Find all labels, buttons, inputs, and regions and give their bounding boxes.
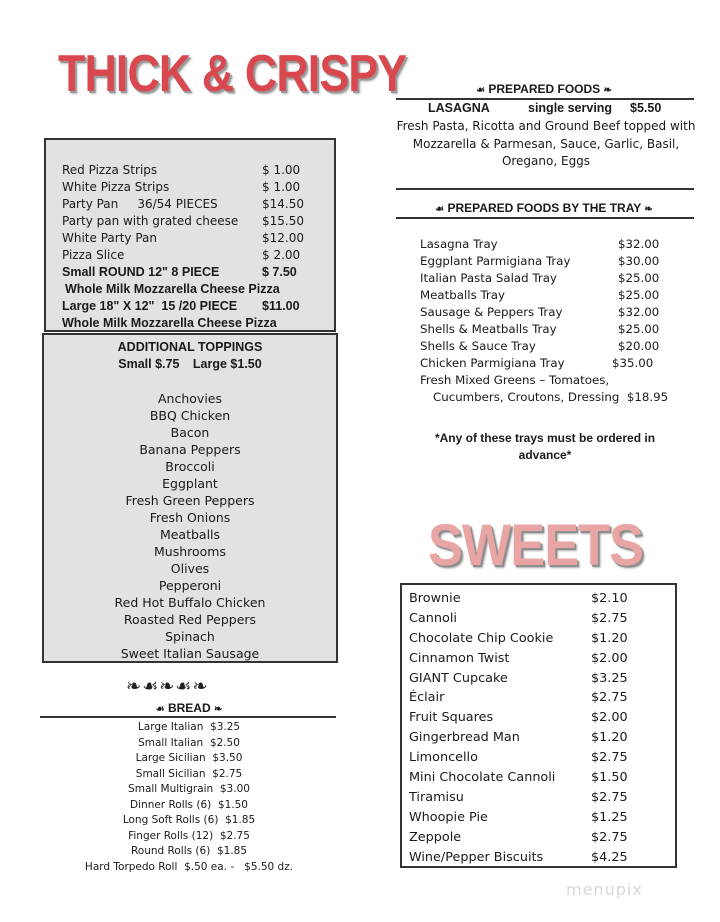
- tray-name: Shells & Sauce Tray: [420, 339, 536, 353]
- pizza-item-name: Red Pizza Strips: [62, 163, 158, 177]
- tray-name: Shells & Meatballs Tray: [420, 322, 557, 336]
- pizza-item-name: Pizza Slice: [62, 248, 125, 262]
- prepared-foods-heading: [396, 82, 692, 96]
- topping-item: Fresh Onions: [149, 510, 231, 525]
- large-name: Large 18" X 12" 15 /20 PIECE: [62, 299, 238, 313]
- sweet-row: [409, 728, 675, 748]
- bread-item: Finger Rolls (12) $2.75: [128, 829, 250, 842]
- sweet-name: Limoncello: [409, 750, 478, 766]
- topping-item: Sweet Italian Sausage: [120, 646, 260, 661]
- sweet-name: Wine/Pepper Biscuits: [409, 849, 544, 865]
- topping-item: Meatballs: [159, 527, 221, 542]
- topping-item: Broccoli: [165, 459, 215, 474]
- pizza-item-price: $12.00: [262, 231, 304, 245]
- sweet-row: [409, 828, 675, 848]
- pizza-row: [62, 179, 334, 196]
- ornament-left-icon: ☙: [476, 85, 486, 96]
- pizza-row: [62, 247, 334, 264]
- pizza-row: [62, 230, 334, 247]
- sweet-price: $2.10: [591, 591, 628, 606]
- tray-price: $35.00: [612, 356, 654, 370]
- tray-row: [420, 304, 690, 321]
- small-round-desc-row: [62, 281, 334, 298]
- topping-item: Anchovies: [158, 391, 222, 406]
- topping-item: BBQ Chicken: [149, 408, 231, 423]
- tray-price: $25.00: [618, 271, 660, 285]
- pizza-row: [62, 213, 334, 230]
- sweet-row: [409, 649, 675, 669]
- sweet-row: [409, 848, 675, 868]
- trays-advance-note: *Any of these trays must be ordered in advance*: [434, 431, 656, 462]
- pizza-item-price: $ 1.00: [262, 180, 301, 194]
- lasagna-price: $5.50: [630, 101, 662, 115]
- tray-row: [420, 236, 690, 253]
- large-price: $11.00: [262, 299, 300, 313]
- toppings-box: [42, 333, 338, 663]
- bread-item: Dinner Rolls (6) $1.50: [130, 798, 248, 811]
- sweet-row: [409, 748, 675, 768]
- ornament-right-icon: ❧: [213, 704, 223, 715]
- sweet-row: [409, 669, 675, 689]
- topping-item: Fresh Green Peppers: [125, 493, 255, 508]
- ornament-left-icon: ☙: [155, 704, 165, 715]
- pizza-item-name: Party pan with grated cheese: [62, 214, 239, 228]
- sweet-name: Gingerbread Man: [409, 730, 520, 746]
- sweet-row: [409, 589, 675, 609]
- sweet-price: $2.00: [591, 650, 628, 666]
- bread-list: [40, 720, 338, 875]
- tray-price: $30.00: [618, 254, 660, 268]
- small-round-row: [62, 264, 334, 281]
- large-row: [62, 298, 334, 315]
- small-round-price: $ 7.50: [262, 265, 297, 279]
- sweet-price: $2.75: [591, 789, 628, 805]
- bread-item: Round Rolls (6) $1.85: [130, 845, 248, 857]
- sweet-price: $1.50: [591, 770, 628, 786]
- sweet-name: Zeppole: [409, 829, 462, 845]
- sweet-row: [409, 708, 675, 728]
- topping-item: Roasted Red Peppers: [123, 612, 257, 627]
- tray-price: $32.00: [618, 305, 660, 319]
- tray-name: Lasagna Tray: [420, 237, 498, 251]
- thick-crispy-title: THICK & CRISPY: [58, 45, 407, 103]
- sweet-row: [409, 808, 675, 828]
- lasagna-name: LASAGNA: [428, 101, 490, 115]
- sweets-price-box: [400, 583, 677, 868]
- topping-item: Mushrooms: [154, 544, 226, 559]
- sweet-price: $1.25: [591, 809, 628, 825]
- toppings-sizes: [44, 355, 336, 373]
- sweet-name: GIANT Cupcake: [409, 670, 508, 686]
- bread-heading: [40, 701, 338, 715]
- tray-name: Sausage & Peppers Tray: [420, 305, 563, 319]
- toppings-heading: ADDITIONAL TOPPINGS: [117, 340, 263, 354]
- trays-heading-text: PREPARED FOODS BY THE TRAY: [447, 201, 642, 215]
- sweet-row: [409, 788, 675, 808]
- tray-row: [420, 321, 690, 338]
- pizza-item-name: White Pizza Strips: [62, 180, 170, 194]
- tray-price: $25.00: [618, 288, 660, 302]
- sweet-price: $1.20: [591, 730, 628, 746]
- toppings-large-price: Large $1.50: [192, 357, 262, 371]
- pizza-row: [62, 162, 334, 179]
- topping-item: Banana Peppers: [139, 442, 241, 457]
- sweet-name: Cinnamon Twist: [409, 650, 510, 666]
- sweet-name: Fruit Squares: [409, 710, 494, 726]
- tray-row: [420, 355, 690, 372]
- sweet-price: $4.25: [591, 849, 628, 865]
- topping-item: Spinach: [165, 629, 215, 644]
- sweet-name: Whoopie Pie: [409, 809, 488, 825]
- lasagna-serving: single serving: [528, 101, 613, 115]
- topping-item: Eggplant: [162, 476, 218, 491]
- menupix-watermark: menupix: [566, 880, 643, 899]
- tray-row: [420, 253, 690, 270]
- pizza-item-price: $14.50: [262, 197, 304, 211]
- pizza-item-name: Party Pan 36/54 PIECES: [62, 197, 218, 211]
- bread-item: Hard Torpedo Roll $.50 ea. - $5.50 dz.: [84, 860, 294, 873]
- bread-item: Small Italian $2.50: [138, 736, 240, 749]
- tray-list: [420, 236, 690, 372]
- sweet-row: [409, 629, 675, 649]
- sweet-name: Brownie: [409, 591, 461, 606]
- pizza-price-box: [44, 138, 336, 332]
- sweet-price: $3.25: [591, 670, 628, 686]
- large-desc: Whole Milk Mozzarella Cheese Pizza: [62, 316, 277, 330]
- toppings-list: [44, 390, 336, 662]
- trays-heading: [396, 201, 692, 215]
- tray-name: Italian Pasta Salad Tray: [420, 271, 557, 285]
- sweet-price: $1.20: [591, 630, 628, 646]
- topping-item: Red Hot Buffalo Chicken: [114, 595, 266, 610]
- bread-item: Large Sicilian $3.50: [135, 752, 243, 764]
- topping-item: Bacon: [170, 425, 210, 440]
- bread-item: Small Sicilian $2.75: [135, 767, 243, 780]
- prepared-foods-heading-text: PREPARED FOODS: [488, 82, 601, 96]
- sweet-price: $2.75: [591, 690, 628, 706]
- bread-divider: [40, 716, 336, 718]
- topping-item: Pepperoni: [158, 578, 222, 593]
- trays-divider: [396, 217, 694, 219]
- large-desc-row: [62, 315, 334, 332]
- small-round-desc: Whole Milk Mozzarella Cheese Pizza: [65, 282, 280, 296]
- pizza-row: [62, 196, 334, 213]
- tray-price: $25.00: [618, 322, 660, 336]
- tray-name: Eggplant Parmigiana Tray: [420, 254, 571, 268]
- topping-item: Olives: [170, 561, 210, 576]
- tray-row: [420, 287, 690, 304]
- sweet-row: [409, 609, 675, 629]
- sweet-name: Chocolate Chip Cookie: [409, 630, 554, 646]
- tray-name: Meatballs Tray: [420, 288, 505, 302]
- prepared-foods-divider: [396, 98, 694, 100]
- tray-price: $20.00: [618, 339, 660, 353]
- sweet-price: $2.75: [591, 610, 628, 626]
- sweet-name: Éclair: [409, 690, 445, 706]
- ornament-right-icon: ❧: [603, 85, 612, 96]
- pizza-item-name: White Party Pan: [62, 231, 157, 245]
- sweet-name: Cannoli: [409, 610, 457, 626]
- bread-item: Large Italian $3.25: [137, 721, 241, 733]
- tray-price: $32.00: [618, 237, 660, 251]
- toppings-small-price: Small $.75: [118, 357, 180, 371]
- mixed-greens-line1: Fresh Mixed Greens – Tomatoes,: [420, 373, 610, 387]
- sweet-price: $2.75: [591, 750, 628, 766]
- sweet-price: $2.00: [591, 710, 628, 726]
- pizza-item-price: $15.50: [262, 214, 304, 228]
- bread-item: Long Soft Rolls (6) $1.85: [122, 814, 256, 826]
- sweet-row: [409, 688, 675, 708]
- tray-row: [420, 270, 690, 287]
- sweet-price: $2.75: [591, 829, 628, 845]
- tray-name: Chicken Parmigiana Tray: [420, 356, 565, 370]
- bread-item: Small Multigrain $3.00: [128, 783, 250, 795]
- pizza-item-price: $ 2.00: [262, 248, 301, 262]
- sweet-row: [409, 768, 675, 788]
- flourish-ornament-icon: ❧☙❧☙❧: [126, 676, 209, 697]
- mixed-greens-tray: [420, 372, 692, 406]
- sweet-name: Tiramisu: [409, 789, 464, 805]
- mixed-greens-line2: Cucumbers, Croutons, Dressing $18.95: [433, 390, 669, 404]
- trays-top-divider: [396, 188, 694, 190]
- pizza-item-price: $ 1.00: [262, 163, 301, 177]
- ornament-left-icon: ☙: [435, 204, 445, 215]
- sweets-title: SWEETS: [428, 513, 644, 578]
- ornament-right-icon: ❧: [644, 204, 653, 215]
- bread-heading-text: BREAD: [167, 701, 211, 715]
- small-round-name: Small ROUND 12" 8 PIECE: [62, 265, 220, 279]
- tray-row: [420, 338, 690, 355]
- lasagna-description: Fresh Pasta, Ricotta and Ground Beef topped with Mozzarella & Parmesan, Sauce, Garlic, Basil, Oregano, Eggs: [396, 119, 696, 168]
- sweet-name: Mini Chocolate Cannoli: [409, 770, 556, 786]
